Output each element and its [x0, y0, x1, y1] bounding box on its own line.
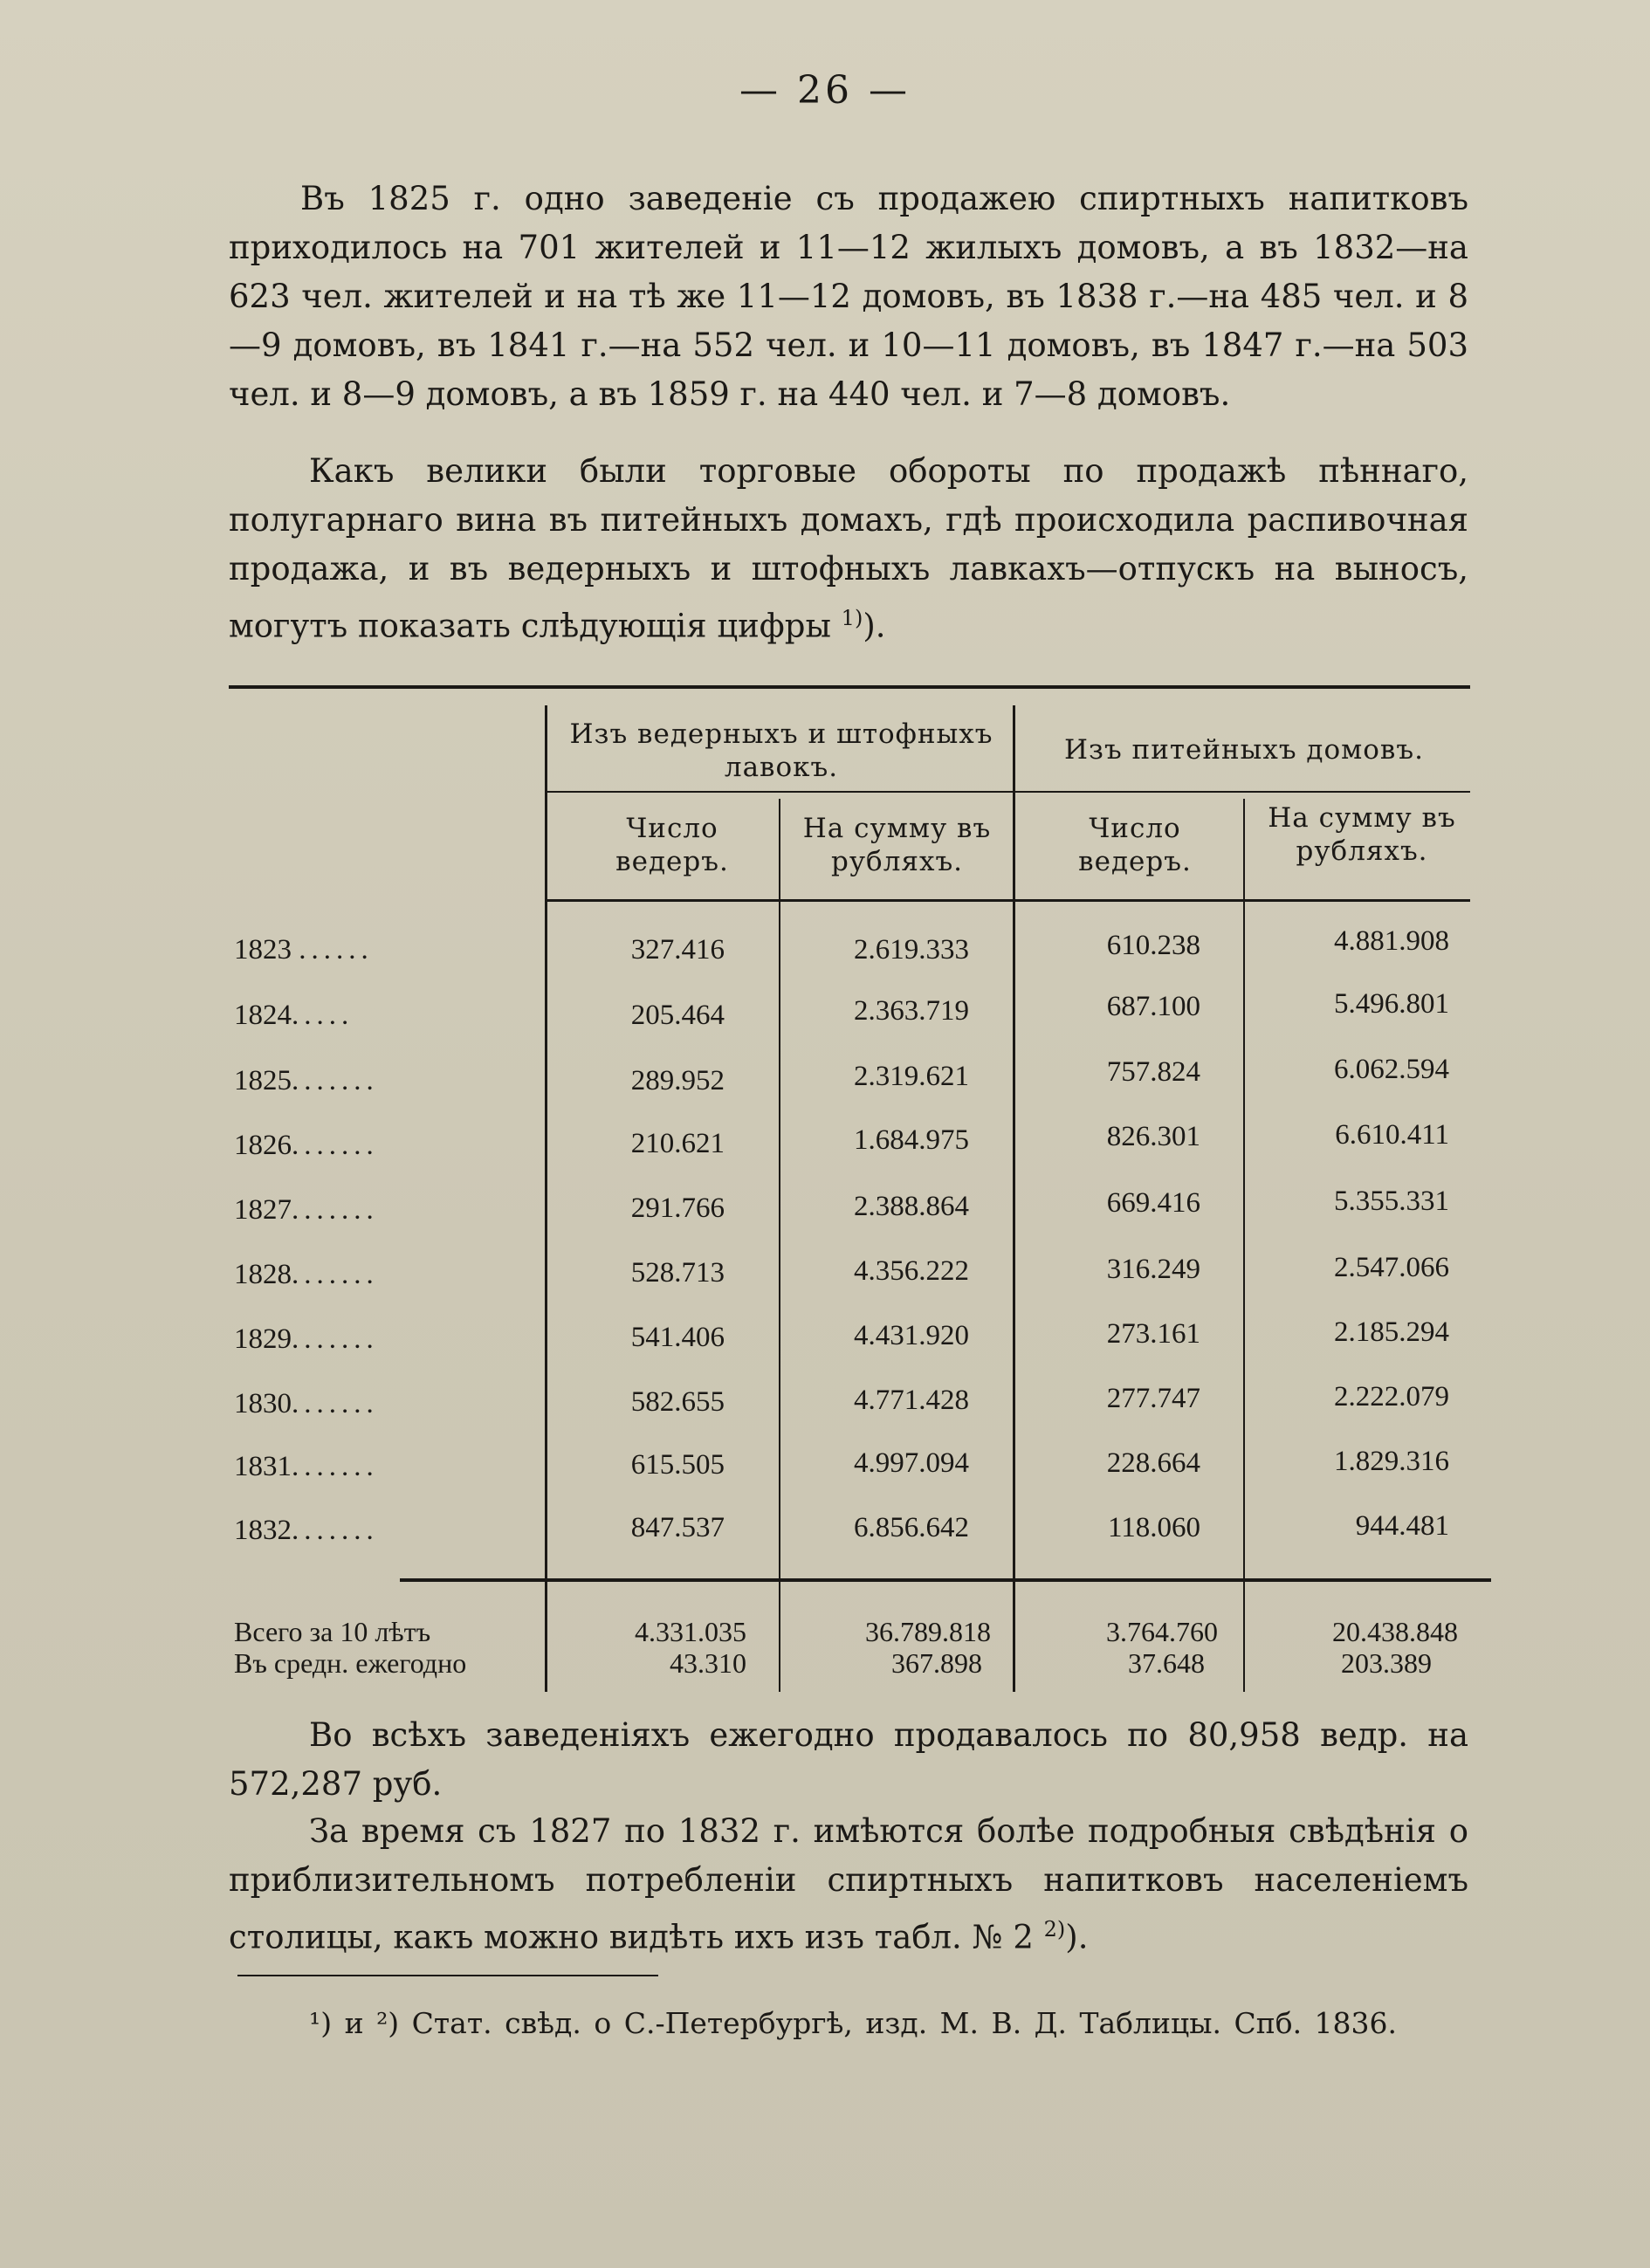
paragraph-4-text: За время съ 1827 по 1832 г. имѣются болѣе подробныя свѣдѣнія о приблизительномъ потребленіи спиртныхъ напитковъ населеніемъ столицы, какъ можно видѣть ихъ изъ табл. № 2: [229, 1812, 1468, 1956]
table-cell: 2.319.621: [854, 1061, 969, 1092]
table-cell: 1.684.975: [854, 1124, 969, 1156]
header-separator: [547, 791, 1470, 793]
leader-dots: .......: [292, 1323, 379, 1355]
table-cell: 277.747: [1106, 1383, 1200, 1414]
leader-dots: .....: [292, 1000, 354, 1031]
table-cell: 615.505: [630, 1449, 725, 1481]
row-year: 1832: [234, 1515, 292, 1546]
paragraph-2: [229, 447, 1468, 650]
row-year: 1823: [234, 934, 292, 966]
table-cell: 205.464: [630, 1000, 725, 1031]
col-header-summa-2: На сумму въ рубляхъ.: [1268, 802, 1456, 867]
row-year: 1831: [234, 1451, 292, 1482]
vertical-rule: [1243, 799, 1245, 1692]
row-year: 1830: [234, 1388, 292, 1419]
table-cell: 687.100: [1106, 991, 1200, 1022]
vertical-rule: [779, 799, 780, 1692]
table-cell: 4.431.920: [854, 1320, 969, 1351]
vertical-rule: [545, 705, 547, 1692]
table-cell: 6.856.642: [854, 1512, 969, 1543]
row-year: 1827: [234, 1194, 292, 1226]
row-year: 1828: [234, 1259, 292, 1290]
table-cell: 2.388.864: [854, 1191, 969, 1222]
totals-cell: 36.789.818: [865, 1616, 991, 1647]
table-cell: 4.356.222: [854, 1255, 969, 1287]
table-cell: 4.997.094: [854, 1447, 969, 1479]
table-cell: 2.185.294: [1334, 1316, 1449, 1348]
average-cell: 203.389: [1341, 1647, 1432, 1679]
average-cell: 43.310: [670, 1647, 746, 1679]
leader-dots: .......: [292, 1259, 379, 1290]
table-cell: 826.301: [1106, 1121, 1200, 1152]
row-year: 1826: [234, 1130, 292, 1161]
footnote-mark-1: 1): [841, 606, 863, 630]
table-cell: 944.481: [1355, 1510, 1449, 1542]
col-header-vedra-2: Число ведеръ.: [1078, 813, 1192, 877]
table-cell: 118.060: [1107, 1512, 1200, 1543]
table-cell: 5.355.331: [1334, 1186, 1449, 1217]
table-cell: 2.547.066: [1334, 1252, 1449, 1283]
row-year: 1829: [234, 1323, 292, 1355]
paragraph-3-text: Во всѣхъ заведеніяхъ ежегодно продавалось по 80,958 ведр. на 572,287 руб.: [229, 1716, 1468, 1803]
leader-dots: ......: [299, 934, 374, 966]
row-year: 1824: [234, 1000, 292, 1031]
table-cell: 541.406: [630, 1322, 725, 1353]
group-header-pitejnye: Изъ питейныхъ домовъ.: [1064, 734, 1424, 766]
table-cell: 2.363.719: [854, 995, 969, 1027]
table-cell: 2.222.079: [1334, 1381, 1449, 1412]
leader-dots: .......: [292, 1130, 379, 1161]
table-cell: 582.655: [630, 1386, 725, 1418]
table-cell: 4.771.428: [854, 1385, 969, 1416]
header-bottom-rule: [547, 899, 1470, 902]
table-cell: 757.824: [1106, 1056, 1200, 1088]
leader-dots: .......: [292, 1515, 379, 1546]
table-cell: 316.249: [1106, 1254, 1200, 1285]
leader-dots: .......: [292, 1451, 379, 1482]
table-cell: 4.881.908: [1334, 925, 1449, 957]
average-cell: 37.648: [1128, 1647, 1205, 1679]
average-cell: 367.898: [891, 1647, 982, 1679]
totals-cell: 4.331.035: [635, 1616, 746, 1647]
table-cell: 1.829.316: [1334, 1446, 1449, 1477]
page-number: — 26 —: [739, 68, 911, 113]
table-cell: 610.238: [1106, 930, 1200, 961]
footnote-mark-2: 2): [1043, 1917, 1066, 1942]
table-cell: 528.713: [630, 1257, 725, 1289]
table-top-rule: [229, 685, 1470, 689]
table-cell: 210.621: [630, 1128, 725, 1159]
table-cell: 289.952: [630, 1065, 725, 1096]
table-cell: 6.062.594: [1334, 1054, 1449, 1085]
table-cell: 327.416: [630, 934, 725, 966]
vertical-rule: [1013, 705, 1015, 1692]
average-label: Въ средн. ежегодно: [234, 1647, 467, 1679]
paragraph-2-tail: ).: [863, 607, 886, 645]
leader-dots: .......: [292, 1388, 379, 1419]
paragraph-4: [229, 1807, 1468, 1962]
leader-dots: .......: [292, 1194, 379, 1226]
paragraph-1-text: Въ 1825 г. одно заведеніе съ продажею спиртныхъ напитковъ приходилось на 701 жителей и 11—12 жилыхъ домовъ, а въ 1832—на 623 чел. жителей и на тѣ же 11—12 домовъ, въ 1838 г.—на 485 чел. и 8—9 домовъ, въ 1841 г.—на 552 чел. и 10—11 домовъ, въ 1847 г.—на 503 чел. и 8—9 домовъ, а въ 1859 г. на 440 чел. и 7—8 домовъ.: [229, 180, 1468, 413]
table-cell: 847.537: [630, 1512, 725, 1543]
paragraph-2-text: Какъ велики были торговые обороты по продажѣ пѣннаго, полугарнаго вина въ питейныхъ домахъ, гдѣ происходила распивочная продажа, и въ ведерныхъ и штофныхъ лавкахъ—отпускъ на выносъ, могутъ показать слѣдующія цифры: [229, 452, 1468, 645]
group-header-lavki: Изъ ведерныхъ и штофныхъ лавокъ.: [569, 718, 993, 783]
paragraph-1: [229, 175, 1468, 419]
totals-rule: [400, 1578, 1491, 1582]
table-cell: 291.766: [630, 1192, 725, 1224]
col-header-vedra-1: Число ведеръ.: [615, 813, 729, 877]
totals-cell: 3.764.760: [1106, 1616, 1218, 1647]
table-cell: 2.619.333: [854, 934, 969, 966]
col-header-summa-1: На сумму въ рубляхъ.: [802, 813, 992, 877]
row-year: 1825: [234, 1065, 292, 1096]
paragraph-4-tail: ).: [1065, 1918, 1089, 1956]
paragraph-3: [229, 1711, 1468, 1809]
totals-cell: 20.438.848: [1332, 1616, 1458, 1647]
table-cell: 669.416: [1106, 1187, 1200, 1219]
footnote: ¹) и ²) Стат. свѣд. о С.-Петербургѣ, изд. М. В. Д. Таблицы. Спб. 1836.: [309, 2006, 1398, 2040]
footnote-rule: [237, 1975, 658, 1976]
table-cell: 5.496.801: [1334, 988, 1449, 1020]
leader-dots: .......: [292, 1065, 379, 1096]
table-cell: 6.610.411: [1335, 1119, 1449, 1151]
table-cell: 228.664: [1106, 1447, 1200, 1479]
totals-label: Всего за 10 лѣтъ: [234, 1616, 431, 1647]
table-cell: 273.161: [1106, 1318, 1200, 1350]
